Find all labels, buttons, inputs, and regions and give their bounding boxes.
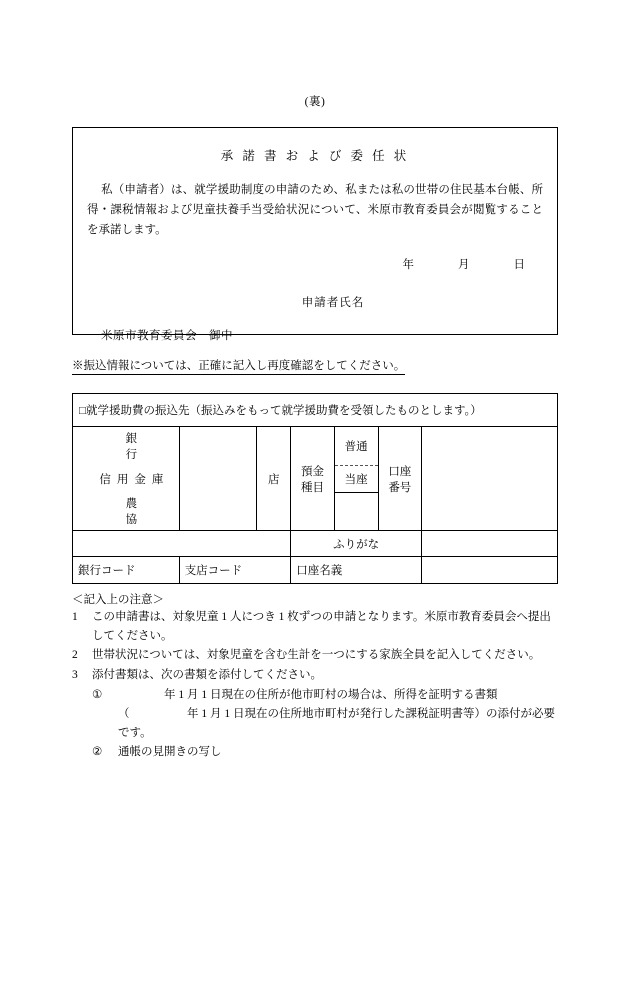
date-month-label: 月 xyxy=(458,259,470,272)
bank-code-label: 銀行コード xyxy=(73,557,180,584)
note-item-1 xyxy=(72,608,558,627)
date-year-label: 年 xyxy=(402,259,414,272)
furigana-value[interactable] xyxy=(422,531,558,557)
table-row xyxy=(73,531,558,557)
account-name-input[interactable] xyxy=(422,557,558,584)
note-item-3 xyxy=(72,666,558,685)
table-row xyxy=(73,427,558,466)
notice-text: ※振込情報については、正確に記入し再度確認をしてください。 xyxy=(72,357,405,375)
furigana-input[interactable] xyxy=(73,531,291,557)
consent-title: 承 諾 書 お よ び 委 任 状 xyxy=(220,149,410,163)
consent-body xyxy=(87,181,543,240)
branch-suffix-label: 店 xyxy=(257,427,291,531)
notes-title: ＜記入上の注意＞ xyxy=(72,594,164,606)
date-day-label: 日 xyxy=(513,259,525,272)
subnote-number: ① xyxy=(92,688,103,701)
note-number: 1 xyxy=(72,611,78,623)
subnote-text: 通帳の見開きの写し xyxy=(118,746,222,759)
account-label-line1: 口座 xyxy=(388,465,412,478)
institution-name-bank: 銀 行 xyxy=(73,427,180,466)
page-marker: (裏) xyxy=(304,96,326,108)
table-row xyxy=(73,557,558,584)
note-item-2 xyxy=(72,646,558,665)
account-number-label xyxy=(378,427,422,531)
document-page xyxy=(0,93,630,996)
consent-body-text: 私（申請者）は、就学援助制度の申請のため、私または私の世帯の住民基本台帳、所得・課税情報および児童扶養手当受給状況について、米原市教育委員会が閲覧することを承諾します。 xyxy=(87,184,543,236)
deposit-label-line2: 種目 xyxy=(301,481,325,494)
subnote-text-cont: （ 年 1 月 1 日現在の住所地市町村が発行した課税証明書等）の添付が必要です。 xyxy=(118,708,555,739)
note-text: 添付書類は、次の書類を添付してください。 xyxy=(92,668,322,681)
deposit-type-futsu[interactable]: 普通 xyxy=(334,427,378,466)
note-text: この申請書は、対象児童 1 人につき 1 枚ずつの申請となります。米原市教育委員会へ提出 xyxy=(92,611,551,623)
date-line xyxy=(87,256,543,272)
institution-name-noukyo: 農 協 xyxy=(73,492,180,531)
note-number: 2 xyxy=(72,649,78,662)
note-item-1-cont: してください。 xyxy=(92,629,173,642)
addressee-label: 米原市教育委員会 御中 xyxy=(101,330,233,343)
account-name-label: 口座名義 xyxy=(291,557,422,584)
subnote-text: 年 1 月 1 日現在の住所が他市町村の場合は、所得を証明する書類 xyxy=(118,688,498,701)
account-label-line2: 番号 xyxy=(388,481,412,494)
subnote-number-spacer xyxy=(92,705,118,742)
deposit-label-line1: 預金 xyxy=(301,465,325,478)
furigana-label: ふりがな xyxy=(291,531,422,557)
institution-name-shinkin: 信用金庫 xyxy=(73,465,180,492)
deposit-type-touza[interactable]: 当座 xyxy=(334,465,378,492)
deposit-type-label xyxy=(291,427,335,531)
subnote-item-1 xyxy=(72,686,558,705)
note-number: 3 xyxy=(72,668,78,681)
deposit-type-blank[interactable] xyxy=(334,492,378,531)
branch-code-label: 支店コード xyxy=(179,557,291,584)
subnote-item-1-cont xyxy=(72,705,558,742)
subnote-item-2 xyxy=(72,743,558,762)
subnote-number: ② xyxy=(92,746,103,759)
bank-table-header: □就学援助費の振込先（振込みをもって就学援助費を受領したものとします。） xyxy=(73,394,558,427)
note-text: 世帯状況については、対象児童を含む生計を一つにする家族全員を記入してください。 xyxy=(92,649,541,662)
applicant-name-label: 申請者氏名 xyxy=(301,297,365,310)
account-number-input[interactable] xyxy=(422,427,558,531)
consent-box xyxy=(72,127,558,343)
table-row xyxy=(73,394,558,427)
bank-transfer-table xyxy=(72,393,558,584)
